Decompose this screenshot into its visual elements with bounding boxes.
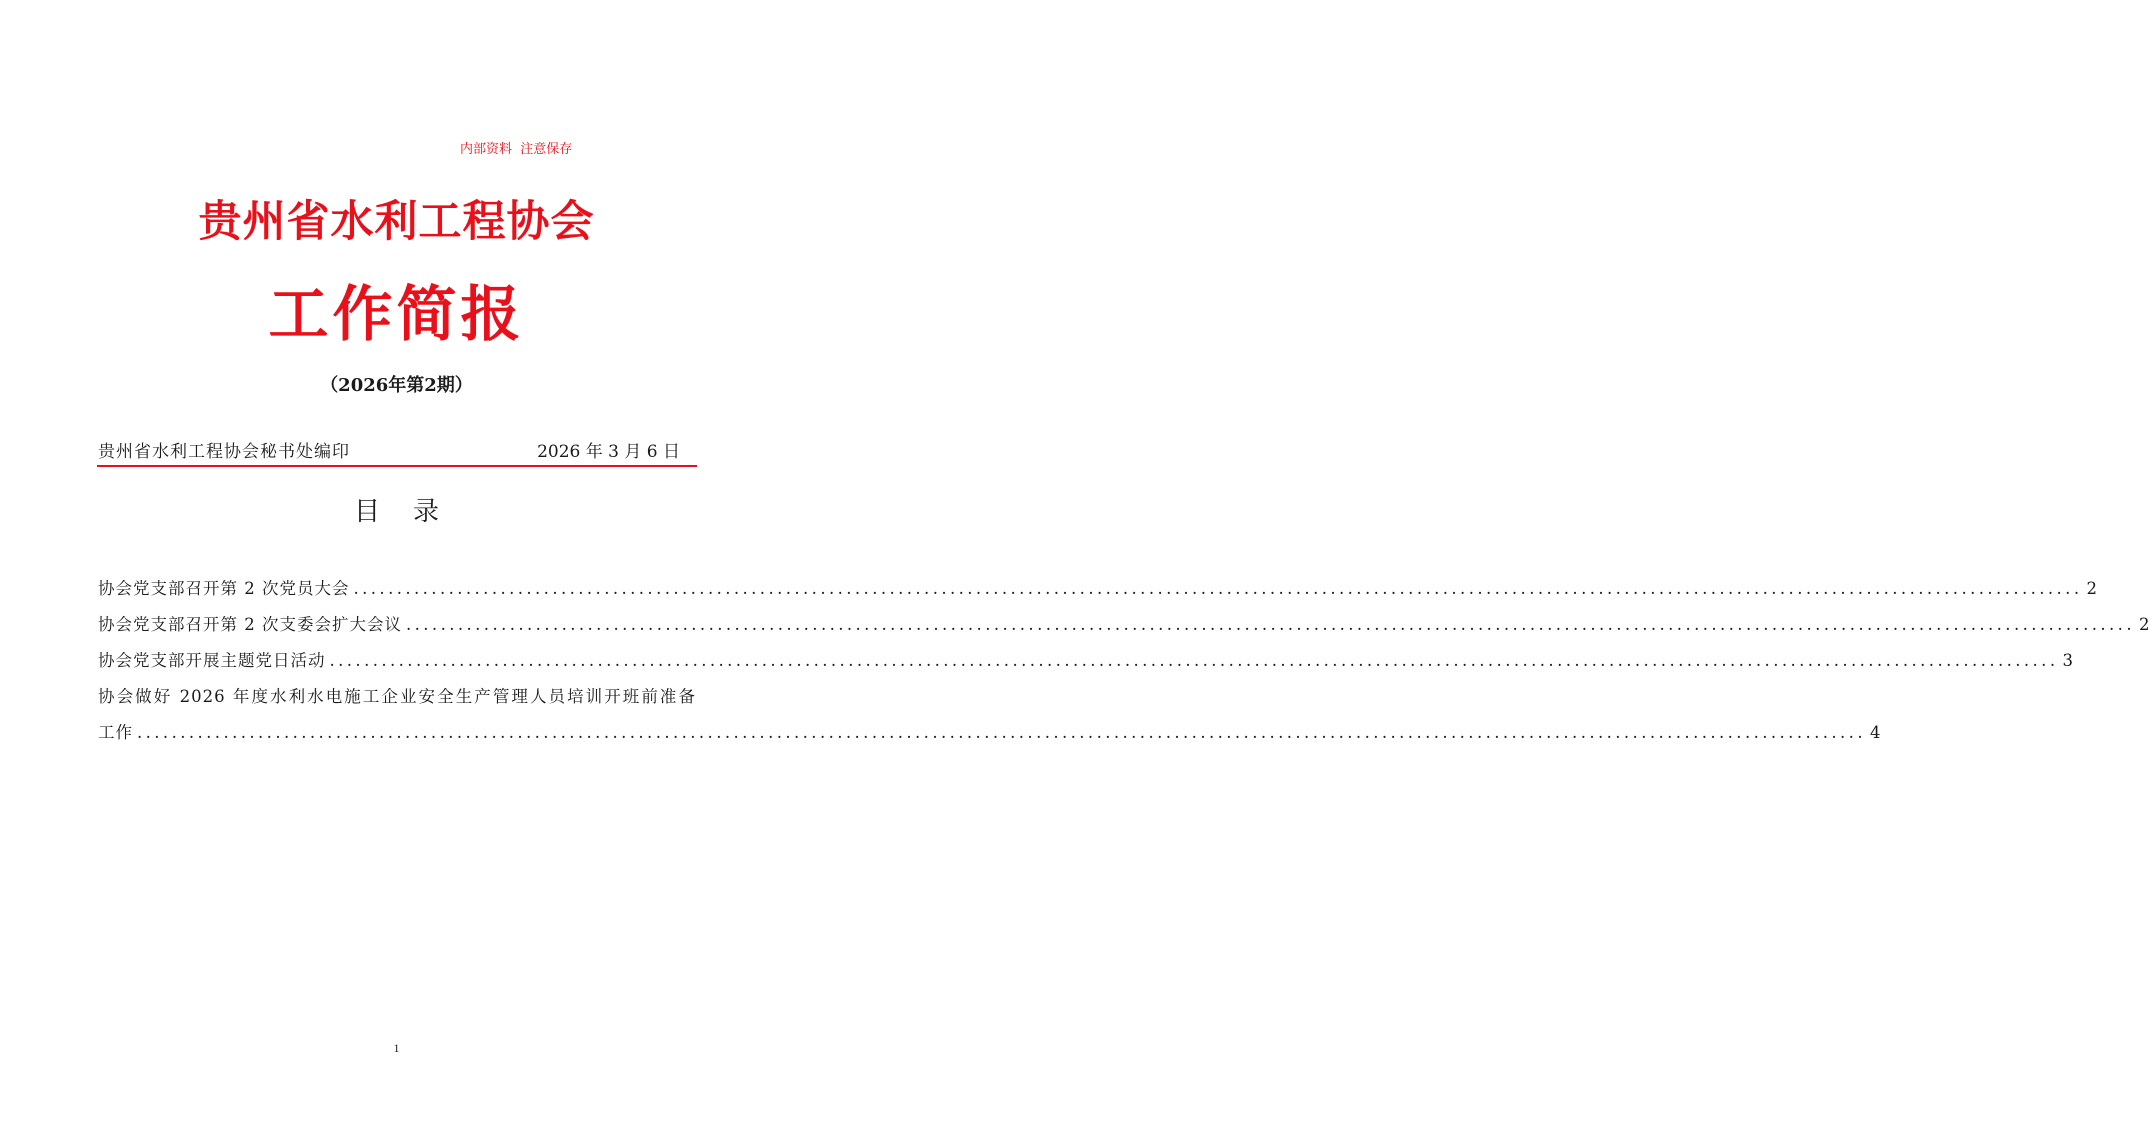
confidential-notice: 内部资料 注意保存	[460, 142, 573, 157]
toc-entry-title: 协会党支部召开第 2 次党员大会	[98, 579, 350, 598]
toc-dot-leader: ........................................................................................................................................................................................................	[406, 615, 2135, 634]
toc-entry[interactable]	[98, 571, 2098, 607]
bulletin-title: 工作简报	[268, 280, 525, 350]
table-of-contents	[98, 571, 2150, 751]
toc-dot-leader: ........................................................................................................................................................................................................	[329, 651, 2059, 670]
toc-entry-title: 协会党支部召开第 2 次支委会扩大会议	[98, 615, 402, 634]
toc-entry-page: 2	[2138, 615, 2150, 634]
toc-entry[interactable]	[98, 679, 1882, 751]
toc-heading: 目 录	[353, 497, 440, 527]
page-number: 1	[393, 1041, 400, 1055]
organization-title: 贵州省水利工程协会	[198, 197, 595, 247]
toc-entry-title-continued: 工作	[98, 723, 133, 742]
issue-number: （2026年第2期）	[320, 375, 473, 396]
toc-dot-leader: ........................................................................................................................................................................................................	[353, 579, 2083, 598]
toc-entry-title: 协会做好 2026 年度水利水电施工企业安全生产管理人员培训开班前准备	[98, 687, 696, 706]
toc-entry-page: 2	[2086, 579, 2098, 598]
toc-entry[interactable]	[98, 607, 2150, 643]
toc-dot-leader: ........................................................................................................................................................................................................	[137, 723, 1866, 742]
publish-date: 2026 年 3 月 6 日	[537, 442, 680, 462]
header-divider	[97, 465, 697, 467]
toc-entry-title: 协会党支部开展主题党日活动	[98, 651, 326, 670]
toc-entry-page: 3	[2062, 651, 2074, 670]
publisher-name: 贵州省水利工程协会秘书处编印	[98, 442, 350, 462]
toc-entry-page: 4	[1869, 723, 1882, 742]
toc-entry[interactable]	[98, 643, 2074, 679]
